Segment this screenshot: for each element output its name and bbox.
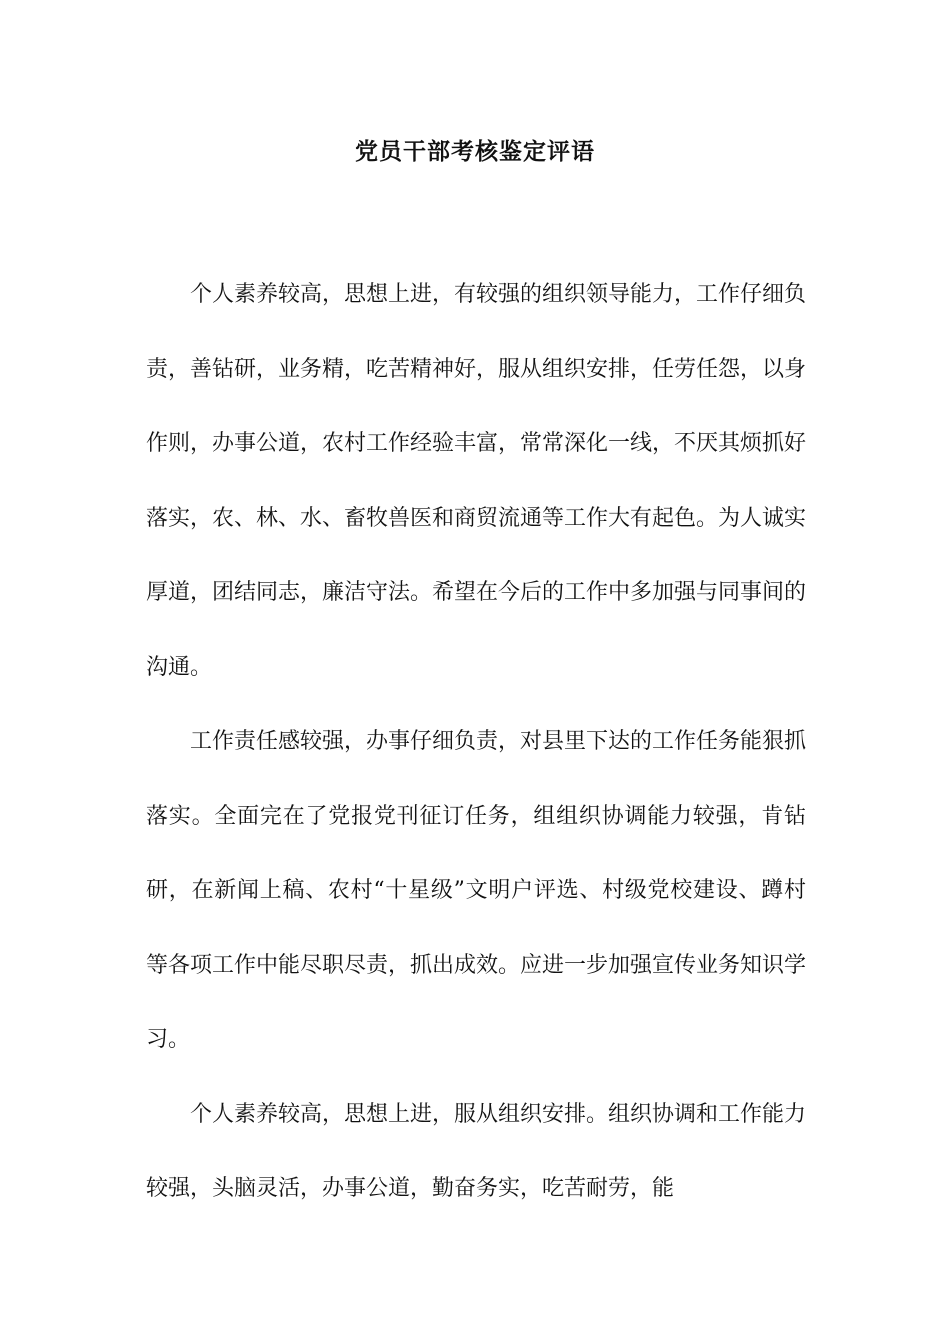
paragraph-3: 个人素养较高，思想上进，服从组织安排。组织协调和工作能力较强，头脑灵活，办事公道，勤奋务实，吃苦耐劳，能 bbox=[146, 1101, 807, 1201]
document-body bbox=[146, 258, 806, 1227]
paragraph-1: 个人素养较高，思想上进，有较强的组织领导能力，工作仔细负责，善钻研，业务精，吃苦精神好，服从组织安排，任劳任怨，以身作则，办事公道，农村工作经验丰富，常常深化一线，不厌其烦抓好落实，农、林、水、畜牧兽医和商贸流通等工作大有起色。为人诚实厚道，团结同志，廉洁守法。希望在今后的工作中多加强与同事间的沟通。 bbox=[146, 282, 807, 680]
document-title: 党员干部考核鉴定评语 bbox=[355, 138, 595, 165]
paragraph-2: 工作责任感较强，办事仔细负责，对县里下达的工作任务能狠抓落实。全面完在了党报党刊征订任务，组组织协调能力较强，肯钻研，在新闻上稿、农村“十星级”文明户评选、村级党校建设、蹲村等各项工作中能尽职尽责，抓出成效。应进一步加强宣传业务知识学习。 bbox=[146, 729, 807, 1052]
